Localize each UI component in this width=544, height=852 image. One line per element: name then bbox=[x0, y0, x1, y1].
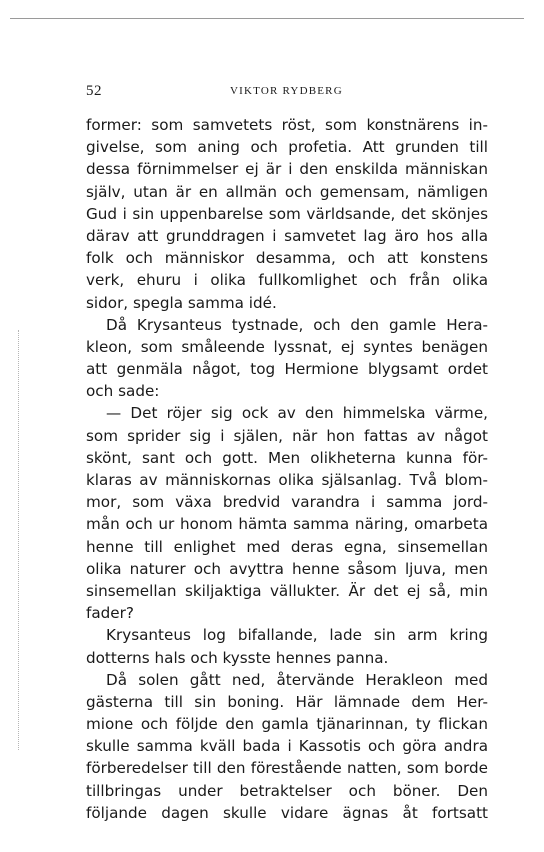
text-line: — Det röjer sig ock av den himmelska värme, bbox=[106, 404, 488, 423]
text-line: mån och ur honom hämta samma näring, omarbeta bbox=[86, 515, 488, 534]
text-line: och sade: bbox=[86, 382, 160, 401]
text-line: gästerna till sin boning. Här lämnade dem Her- bbox=[86, 692, 488, 711]
text-line: Gud i sin uppenbarelse som världsande, det skönjes bbox=[86, 204, 488, 223]
text-line: förberedelser till den förestående natten, som borde bbox=[86, 759, 488, 778]
text-line: själv, utan är en allmän och gemensam, nämligen bbox=[86, 182, 488, 201]
text-line: mione och följde den gamla tjänarinnan, ty flickan bbox=[86, 715, 488, 734]
text-line: därav att grunddragen i samvetet lag äro hos alla bbox=[86, 226, 488, 245]
text-line: mor, som växa bredvid varandra i samma jord- bbox=[86, 493, 488, 512]
text-line: kleon, som småleende lyssnat, ej syntes benägen bbox=[86, 337, 488, 356]
text-line: sinsemellan skiljaktiga vällukter. Är det ej så, min bbox=[86, 581, 488, 600]
text-line: former: som samvetets röst, som konstnärens in- bbox=[86, 116, 488, 134]
text-line: skönt, sant och gott. Men olikheterna kunna för- bbox=[86, 448, 488, 467]
text-line: dotterns hals och kysste hennes panna. bbox=[86, 648, 389, 667]
text-line: som sprider sig i själen, när hon fattas av något bbox=[86, 426, 488, 445]
text-line: henne till enlighet med deras egna, sinsemellan bbox=[86, 537, 488, 556]
page-header bbox=[86, 83, 489, 103]
text-line: verk, ehuru i olika fullkomlighet och från olika bbox=[86, 271, 488, 290]
running-head: VIKTOR RYDBERG bbox=[230, 85, 343, 97]
page-edge-shadow bbox=[18, 330, 19, 750]
text-line: olika naturer och avyttra henne såsom ljuva, men bbox=[86, 559, 488, 578]
text-line: Då solen gått ned, återvände Herakleon med bbox=[106, 670, 488, 689]
text-line: Då Krysanteus tystnade, och den gamle Hera- bbox=[106, 315, 488, 334]
text-line: att genmäla något, tog Hermione blygsamt ordet bbox=[86, 360, 488, 379]
text-line: folk och människor desamma, och att konstens bbox=[86, 249, 488, 268]
top-rule bbox=[10, 18, 524, 19]
text-line: skulle samma kväll bada i Kassotis och göra andra bbox=[86, 737, 488, 756]
page-number: 52 bbox=[86, 83, 102, 99]
text-line: Krysanteus log bifallande, lade sin arm kring bbox=[106, 626, 488, 645]
text-line: fader? bbox=[86, 604, 134, 623]
text-line: dessa förnimmelser ej är i den enskilda människan bbox=[86, 160, 488, 179]
text-line: tillbringas under betraktelser och böner. Den bbox=[86, 781, 488, 800]
text-line: klaras av människornas olika själsanlag. Två blom- bbox=[86, 471, 488, 489]
body-text bbox=[86, 114, 488, 824]
text-line: följande dagen skulle vidare ägnas åt fortsatt bbox=[86, 803, 488, 822]
text-line: givelse, som aning och profetia. Att grunden till bbox=[86, 138, 488, 157]
text-line: sidor, spegla samma idé. bbox=[86, 293, 277, 312]
